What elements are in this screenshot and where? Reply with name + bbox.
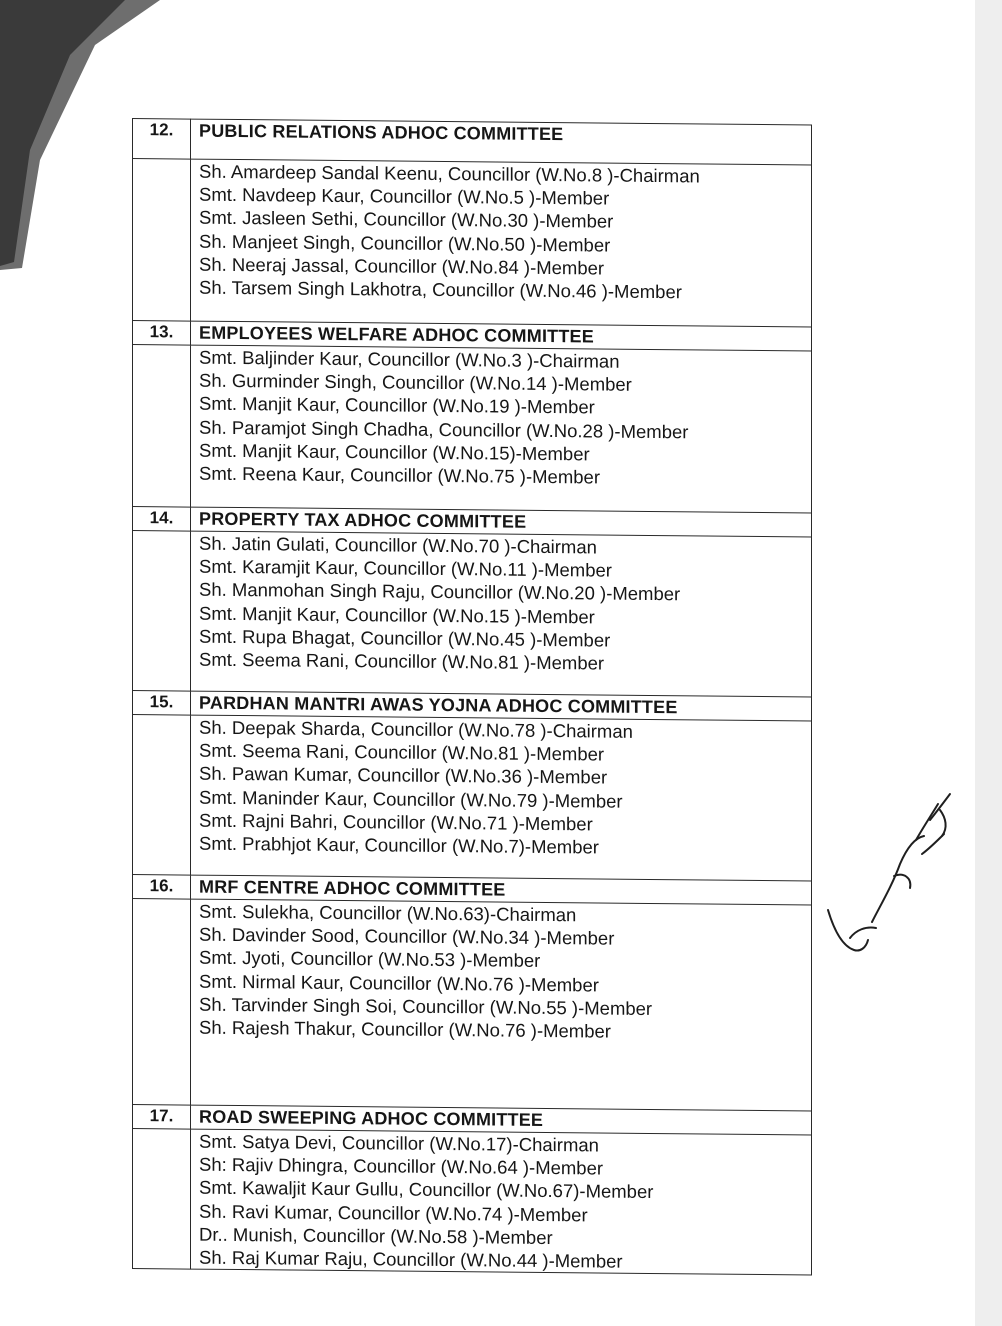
member-entry: Smt. Baljinder Kaur, Councillor (W.No.3 )-Chairman [199, 346, 620, 372]
member-entry: Sh: Rajiv Dhingra, Councillor (W.No.64 )-Member [199, 1153, 604, 1179]
committee-title: PARDHAN MANTRI AWAS YOJNA ADHOC COMMITTEE [191, 691, 812, 721]
member-entry: Sh. Rajesh Thakur, Councillor (W.No.76 )-Member [199, 1016, 611, 1042]
committee-number: 14. [133, 507, 191, 532]
number-spacer-cell [133, 531, 191, 692]
member-entry: Smt. Sulekha, Councillor (W.No.63)-Chairman [199, 900, 577, 926]
number-spacer-cell [133, 715, 191, 876]
committee-member-list [191, 159, 812, 327]
committee-member-list [191, 345, 812, 513]
committee-member-list [191, 531, 812, 697]
member-entry: Smt. Jasleen Sethi, Councillor (W.No.30 )-Member [199, 207, 614, 233]
number-spacer-cell [133, 345, 191, 508]
number-spacer-cell [133, 159, 191, 322]
member-entry: Sh. Tarvinder Singh Soi, Councillor (W.No.55 )-Member [199, 993, 653, 1019]
number-spacer-cell [133, 899, 191, 1106]
committee-number: 16. [133, 875, 191, 900]
member-entry: Smt. Jyoti, Councillor (W.No.53 )-Member [199, 947, 541, 972]
committee-12-header-row [133, 119, 812, 166]
committee-member-list [191, 1129, 812, 1275]
member-entry: Sh. Gurminder Singh, Councillor (W.No.14 )-Member [199, 369, 632, 396]
committee-member-list [191, 899, 812, 1111]
handwritten-signature [820, 780, 970, 960]
member-entry: Sh. Paramjot Singh Chadha, Councillor (W.No.28 )-Member [199, 416, 689, 442]
member-entry: Sh. Raj Kumar Raju, Councillor (W.No.44 )-Member [199, 1246, 623, 1272]
member-entry: Sh. Jatin Gulati, Councillor (W.No.70 )-Chairman [199, 532, 597, 558]
member-entry: Smt. Navdeep Kaur, Councillor (W.No.5 )-Member [199, 183, 610, 209]
member-entry: Smt. Rajni Bahri, Councillor (W.No.71 )-Member [199, 809, 593, 835]
committee-number: 13. [133, 321, 191, 346]
member-entry: Sh. Pawan Kumar, Councillor (W.No.36 )-Member [199, 763, 608, 788]
committee-title: MRF CENTRE ADHOC COMMITTEE [191, 875, 812, 905]
member-entry: Sh. Tarsem Singh Lakhotra, Councillor (W.No.46 )-Member [199, 276, 682, 303]
member-entry: Sh. Ravi Kumar, Councillor (W.No.74 )-Member [199, 1200, 588, 1225]
committee-title: PUBLIC RELATIONS ADHOC COMMITTEE [191, 119, 812, 165]
member-entry: Sh. Manmohan Singh Raju, Councillor (W.No.20 )-Member [199, 579, 681, 605]
member-entry: Sh. Deepak Sharda, Councillor (W.No.78 )-Chairman [199, 716, 633, 742]
committee-15-members-row [133, 715, 812, 882]
member-entry: Sh. Davinder Sood, Councillor (W.No.34 )-Member [199, 923, 615, 949]
member-entry: Smt. Seema Rani, Councillor (W.No.81 )-Member [199, 648, 605, 674]
member-entry: Smt. Rupa Bhagat, Councillor (W.No.45 )-Member [199, 625, 611, 651]
committee-table [132, 118, 812, 1276]
committee-16-members-row [133, 899, 812, 1112]
member-entry: Smt. Manjit Kaur, Councillor (W.No.19 )-Member [199, 393, 595, 418]
member-entry: Smt. Kawaljit Kaur Gullu, Councillor (W.No.67)-Member [199, 1177, 654, 1203]
committee-13-members-row [133, 345, 812, 514]
member-entry: Smt. Maninder Kaur, Councillor (W.No.79 )-Member [199, 786, 623, 812]
committee-14-members-row [133, 531, 812, 698]
member-entry: Dr.. Munish, Councillor (W.No.58 )-Member [199, 1223, 553, 1248]
committee-title: ROAD SWEEPING ADHOC COMMITTEE [191, 1105, 812, 1135]
member-entry: Sh. Amardeep Sandal Keenu, Councillor (W.No.8 )-Chairman [199, 160, 700, 187]
committee-member-list [191, 715, 812, 881]
member-entry: Smt. Satya Devi, Councillor (W.No.17)-Chairman [199, 1130, 599, 1156]
committee-title: PROPERTY TAX ADHOC COMMITTEE [191, 507, 812, 537]
committee-number: 15. [133, 691, 191, 716]
committee-number: 12. [133, 119, 191, 160]
member-entry: Smt. Seema Rani, Councillor (W.No.81 )-Member [199, 739, 605, 765]
committee-number: 17. [133, 1105, 191, 1130]
committee-title: EMPLOYEES WELFARE ADHOC COMMITTEE [191, 321, 812, 351]
member-entry: Smt. Manjit Kaur, Councillor (W.No.15 )-Member [199, 602, 595, 628]
committee-12-members-row [133, 159, 812, 328]
member-entry: Sh. Neeraj Jassal, Councillor (W.No.84 )-Member [199, 253, 605, 279]
number-spacer-cell [133, 1129, 191, 1270]
member-entry: Smt. Prabhjot Kaur, Councillor (W.No.7)-Member [199, 832, 599, 858]
member-entry: Smt. Nirmal Kaur, Councillor (W.No.76 )-Member [199, 970, 599, 996]
committee-17-members-row [133, 1129, 812, 1276]
member-entry: Smt. Reena Kaur, Councillor (W.No.75 )-Member [199, 462, 600, 488]
page-edge-margin [975, 0, 1002, 1326]
member-entry: Smt. Manjit Kaur, Councillor (W.No.15)-Member [199, 439, 590, 465]
member-entry: Smt. Karamjit Kaur, Councillor (W.No.11 )-Member [199, 555, 612, 581]
member-entry: Sh. Manjeet Singh, Councillor (W.No.50 )-Member [199, 230, 611, 256]
